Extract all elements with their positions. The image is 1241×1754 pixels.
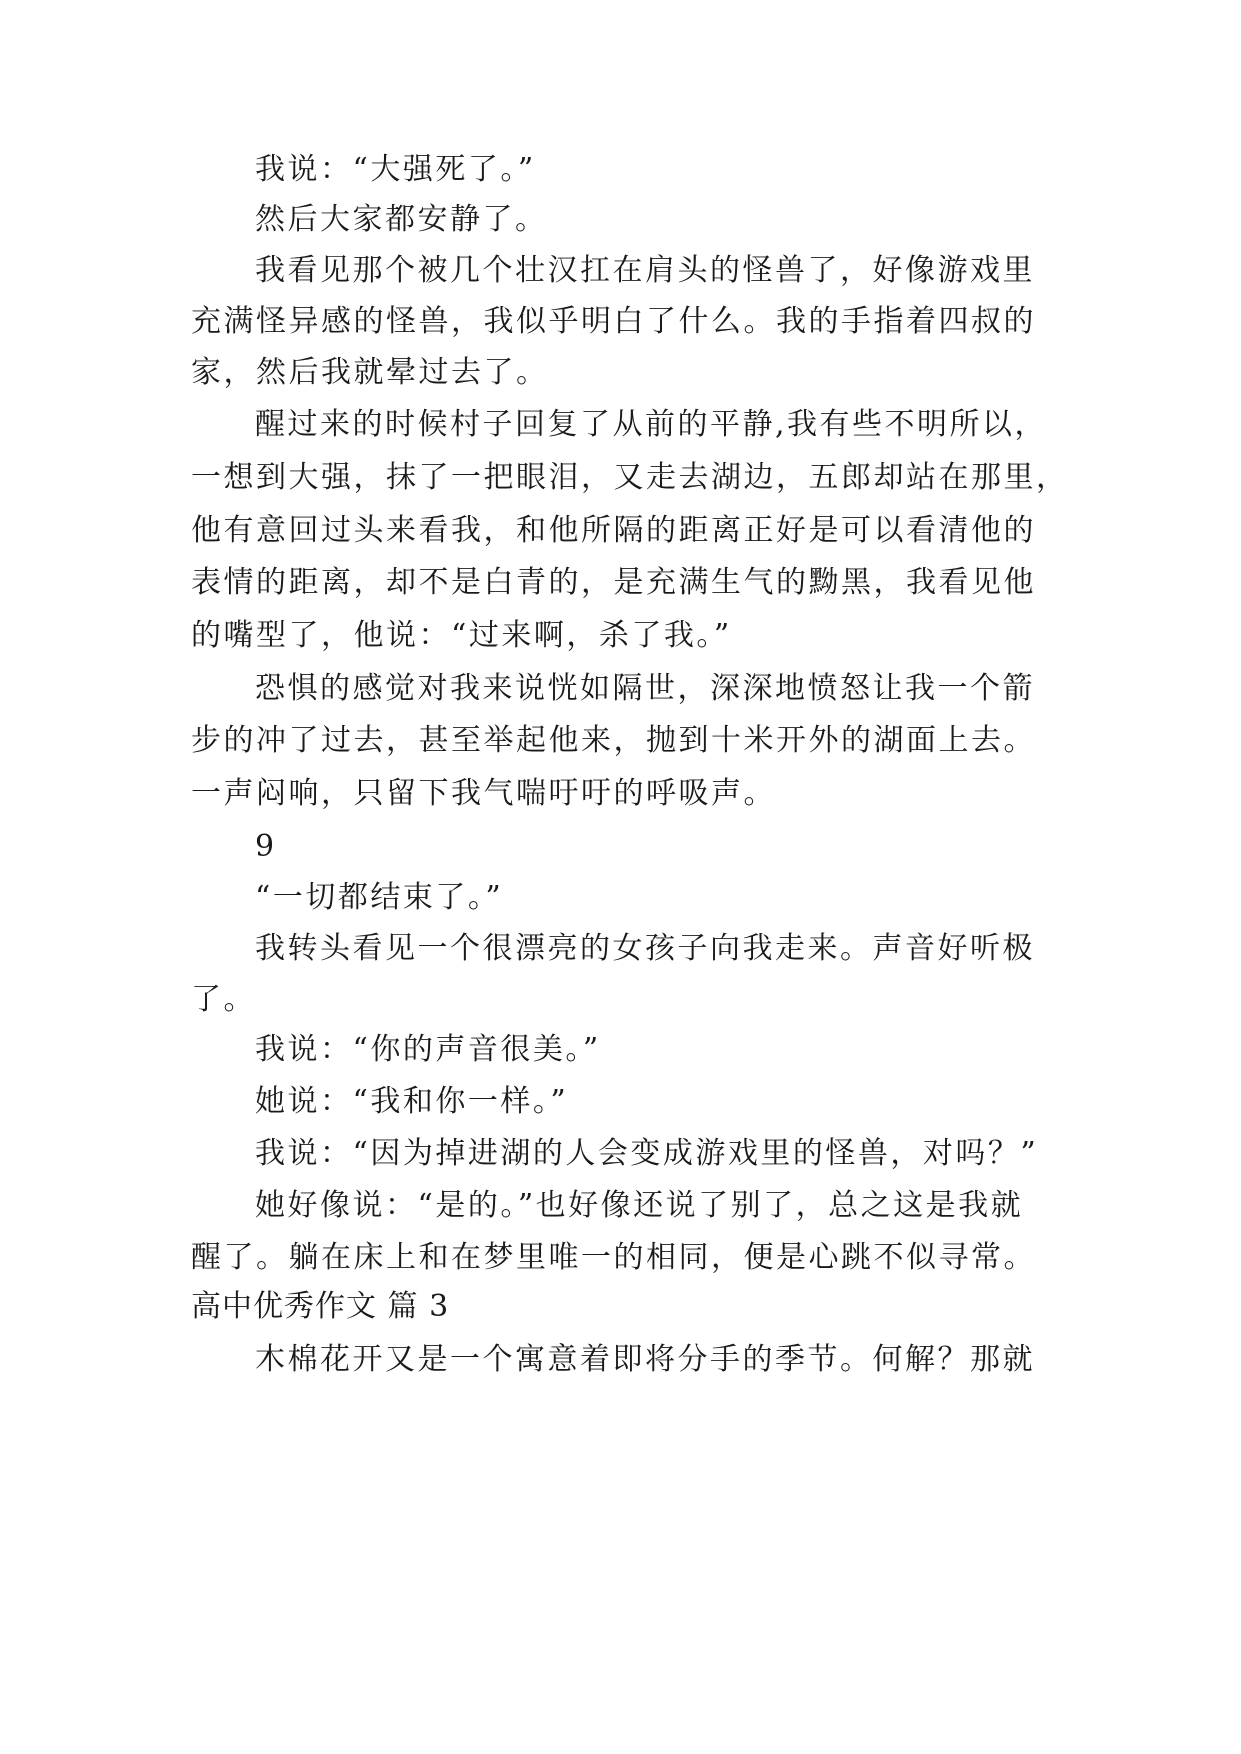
paragraph-line: 了。 <box>191 982 256 1017</box>
paragraph-line: 醒过来的时候村子回复了从前的平静,我有些不明所以， <box>255 407 1048 442</box>
paragraph-line: 一想到大强，抹了一把眼泪，又走去湖边，五郎却站在那里， <box>191 460 1069 495</box>
paragraph-line: 我说：“因为掉进湖的人会变成游戏里的怪兽，对吗？” <box>255 1136 1039 1171</box>
paragraph-line: 她好像说：“是的。”也好像还说了别了，总之这是我就 <box>255 1188 1024 1223</box>
paragraph-line: 我说：“你的声音很美。” <box>255 1032 601 1067</box>
paragraph-line: 她说：“我和你一样。” <box>255 1084 569 1119</box>
paragraph-line: 我转头看见一个很漂亮的女孩子向我走来。声音好听极 <box>255 931 1035 966</box>
paragraph-line: 我说：“大强死了。” <box>255 152 536 187</box>
paragraph-line: 然后大家都安静了。 <box>255 202 548 237</box>
paragraph-line: 的嘴型了，他说：“过来啊，杀了我。” <box>191 618 732 653</box>
paragraph-line: 醒了。躺在床上和在梦里唯一的相同，便是心跳不似寻常。 <box>191 1240 1036 1275</box>
paragraph-line: 表情的距离，却不是白青的，是充满生气的黝黑，我看见他 <box>191 565 1036 600</box>
paragraph-line: 恐惧的感觉对我来说恍如隔世，深深地愤怒让我一个箭 <box>255 671 1035 706</box>
paragraph-line: 木棉花开又是一个寓意着即将分手的季节。何解？那就 <box>255 1342 1035 1377</box>
paragraph-line: 充满怪异感的怪兽，我似乎明白了什么。我的手指着四叔的 <box>191 304 1036 339</box>
section-heading: 高中优秀作文 篇 3 <box>191 1289 450 1324</box>
paragraph-line: 家，然后我就晕过去了。 <box>191 355 549 390</box>
paragraph-line: 我看见那个被几个壮汉扛在肩头的怪兽了，好像游戏里 <box>255 253 1035 288</box>
paragraph-line: 一声闷响，只留下我气喘吁吁的呼吸声。 <box>191 776 776 811</box>
paragraph-line: 他有意回过头来看我，和他所隔的距离正好是可以看清他的 <box>191 513 1036 548</box>
paragraph-line: 步的冲了过去，甚至举起他来，抛到十米开外的湖面上去。 <box>191 723 1036 758</box>
section-number: 9 <box>255 829 277 864</box>
paragraph-line: “一切都结束了。” <box>255 880 504 915</box>
